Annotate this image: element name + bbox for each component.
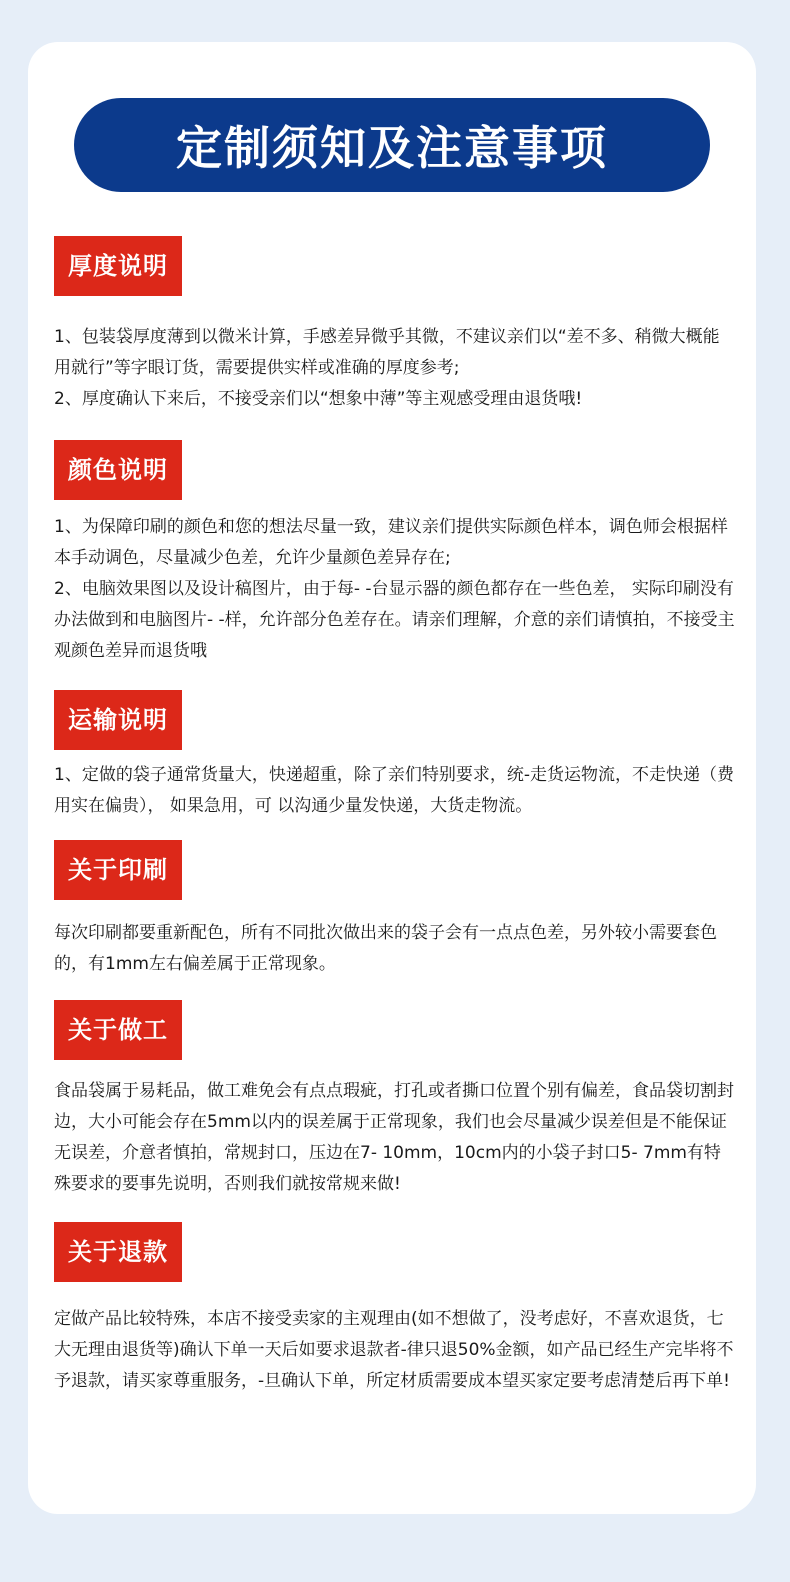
workmanship-para-1: 食品袋属于易耗品，做工难免会有点点瑕疵，打孔或者撕口位置个别有偏差，食品袋切割封边，大小可能会存在5mm以内的误差属于正常现象，我们也会尽量减少误差但是不能保证无误差，介意者慎拍，常规封口，压边在7- 10mm，10cm内的小袋子封口5- 7mm有特殊要求的要事先说明，否则我们就按常规来做! — [54, 1081, 734, 1194]
section-workmanship — [54, 1000, 736, 1200]
printing-para-1: 每次印刷都要重新配色，所有不同批次做出来的袋子会有一点点色差，另外较小需要套色的，有1mm左右偏差属于正常现象。 — [54, 923, 717, 974]
section-header-printing: 关于印刷 — [54, 840, 182, 900]
notice-card — [28, 42, 756, 1514]
thickness-para-2: 2、厚度确认下来后，不接受亲们以“想象中薄”等主观感受理由退货哦! — [54, 389, 583, 409]
section-header-workmanship: 关于做工 — [54, 1000, 182, 1060]
section-color — [54, 440, 736, 667]
section-refund — [54, 1222, 736, 1397]
section-header-thickness: 厚度说明 — [54, 236, 182, 296]
section-printing — [54, 840, 736, 980]
section-header-shipping: 运输说明 — [54, 690, 182, 750]
section-thickness — [54, 236, 736, 415]
thickness-para-1: 1、包装袋厚度薄到以微米计算，手感差异微乎其微，不建议亲们以“差不多、稍微大概能用就行”等字眼订货，需要提供实样或准确的厚度参考; — [54, 327, 720, 378]
title-banner — [74, 98, 710, 192]
page-title: 定制须知及注意事项 — [176, 121, 608, 175]
section-shipping — [54, 690, 736, 822]
refund-para-1: 定做产品比较特殊，本店不接受卖家的主观理由(如不想做了，没考虑好，不喜欢退货，七大无理由退货等)确认下单一天后如要求退款者-律只退50%金额，如产品已经生产完毕将不予退款，请买家尊重服务，-旦确认下单，所定材质需要成本望买家定要考虑清楚后再下单! — [54, 1309, 734, 1391]
section-header-refund: 关于退款 — [54, 1222, 182, 1282]
section-header-color: 颜色说明 — [54, 440, 182, 500]
shipping-para-1: 1、定做的袋子通常货量大，快递超重，除了亲们特别要求，统-走货运物流，不走快递（费用实在偏贵）， 如果急用，可 以沟通少量发快递，大货走物流。 — [54, 765, 734, 816]
color-para-2: 2、电脑效果图以及设计稿图片，由于每- -台显示器的颜色都存在一些色差， 实际印刷没有办法做到和电脑图片- -样，允许部分色差存在。请亲们理解，介意的亲们请慎拍，不接受主观颜色差异而退货哦 — [54, 579, 735, 661]
color-para-1: 1、为保障印刷的颜色和您的想法尽量一致，建议亲们提供实际颜色样本，调色师会根据样本手动调色，尽量减少色差，允许少量颜色差异存在; — [54, 517, 728, 568]
